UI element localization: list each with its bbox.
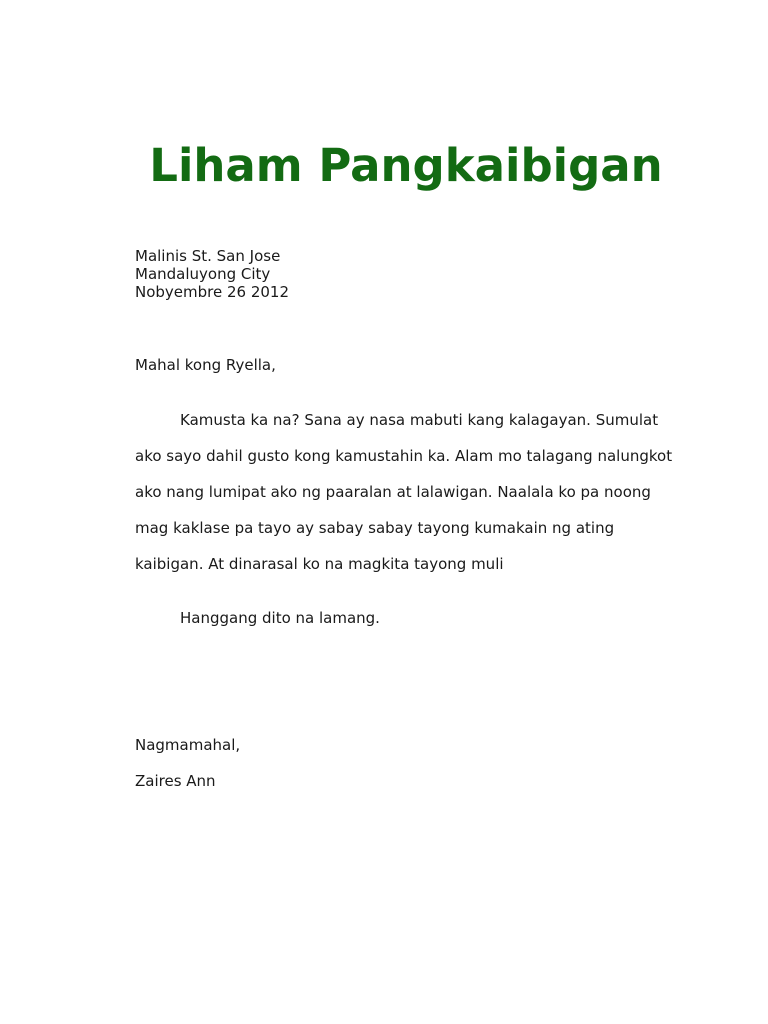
page-title: Liham Pangkaibigan [149,139,663,192]
body-line-2: ako sayo dahil gusto kong kamustahin ka. Alam mo talagang nalungkot [135,447,673,465]
body-line-1: Kamusta ka na? Sana ay nasa mabuti kang kalagayan. Sumulat [180,411,659,429]
letter-greeting: Mahal kong Ryella, [135,356,276,374]
body-line-5: kaibigan. At dinarasal ko na magkita tayong muli [135,555,504,573]
closing-line: Hanggang dito na lamang. [180,609,380,627]
body-line-3: ako nang lumipat ako ng paaralan at lalawigan. Naalala ko pa noong [135,483,651,501]
body-line-4: mag kaklase pa tayo ay sabay sabay tayong kumakain ng ating [135,519,615,537]
letter-date: Nobyembre 26 2012 [135,283,290,301]
letter-signature: Zaires Ann [135,772,216,790]
letter-signoff: Nagmamahal, [135,736,241,754]
address-line-city: Mandaluyong City [135,265,271,283]
address-line-street: Malinis St. San Jose [135,247,281,265]
